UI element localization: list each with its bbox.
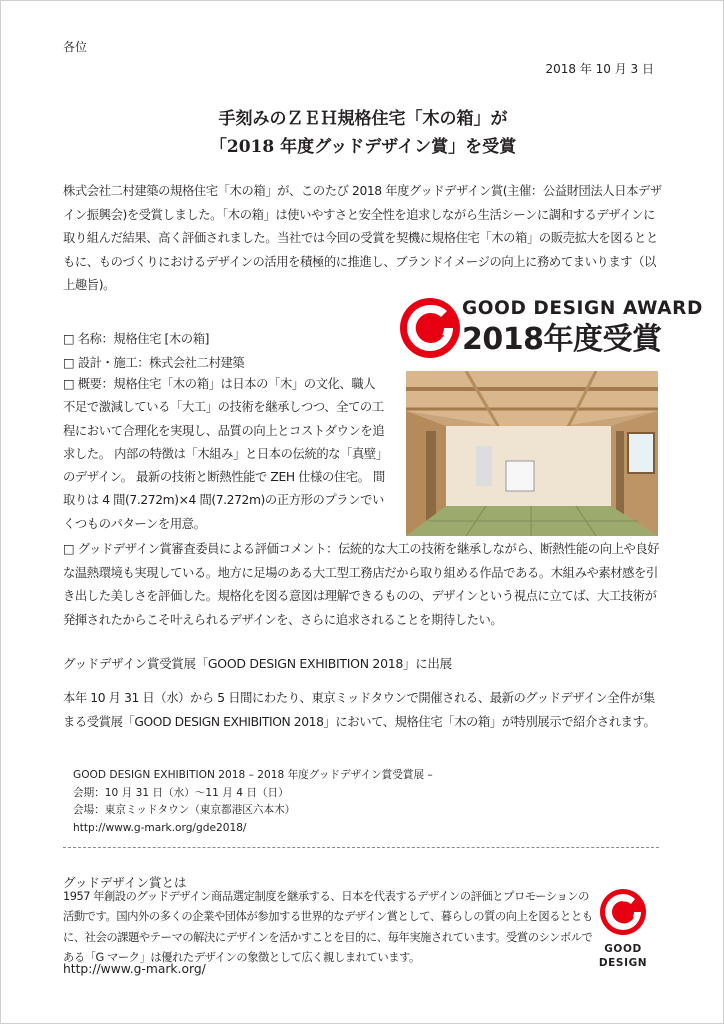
g-mark-label-design: DESIGN xyxy=(598,957,648,969)
event-details xyxy=(73,767,433,837)
about-heading: グッドデザイン賞とは xyxy=(63,875,187,890)
event-venue: 会場：東京ミッドタウン（東京都港区六本木） xyxy=(73,804,296,816)
about-url[interactable]: http://www.g-mark.org/ xyxy=(63,962,206,976)
award-year-label: 2018年度受賞 xyxy=(462,322,662,357)
exhibition-heading: グッドデザイン賞受賞展「GOOD DESIGN EXHIBITION 2018」に出展 xyxy=(63,656,452,671)
spec-builder: □ 設計・施工：株式会社二村建築 xyxy=(63,356,245,370)
title-line-1: 手刻みのＺＥＨ規格住宅「木の箱」が xyxy=(218,109,508,129)
event-period: 会期：10 月 31 日（水）～11 月 4 日（日） xyxy=(73,786,289,799)
award-title: GOOD DESIGN AWARD xyxy=(462,298,703,319)
exhibition-body: 本年 10 月 31 日（水）から 5 日間にわたり、東京ミッドタウンで開催される、最新のグッドデザイン全件が集まる受賞展「GOOD DESIGN EXHIBITION 2018」において、規格住宅「木の箱」が特別展示で紹介されます。 xyxy=(63,691,656,729)
house-interior-photo xyxy=(406,371,658,536)
title-line-2: 「2018 年度グッドデザイン賞」を受賞 xyxy=(209,137,517,157)
intro-paragraph: 株式会社二村建築の規格住宅「木の箱」が、このたび 2018 年度グッドデザイン賞(主催：公益財団法人日本デザイン振興会)を受賞しました。「木の箱」は使いやすさと安全性を追求しながら生活シーンに調和するデザインに取り組んだ結果、高く評価されました。当社では今回の受賞を契機に規格住宅「木の箱」の販売拡大を図るとともに、ものづくりにおけるデザインの活用を積極的に推進し、ブランドイメージの向上に務めてまいります（以上趣旨)。 xyxy=(63,184,662,292)
release-date: 2018 年 10 月 3 日 xyxy=(545,62,654,76)
g-mark-logo xyxy=(590,887,656,937)
g-mark-label-good: GOOD xyxy=(604,943,642,955)
section-divider xyxy=(63,847,659,848)
event-title: GOOD DESIGN EXHIBITION 2018 – 2018 年度グッドデザイン賞受賞展 – xyxy=(73,769,433,781)
spec-overview: □ 概要：規格住宅「木の箱」は日本の「木」の文化、職人不足で激減している「大工」の技術を継承しつつ、全ての工程において合理化を実現し、品質の向上とコストダウンを追求した。 内部の特徴は「木組み」と日本の伝統的な「真壁」のデザイン。 最新の技術と断熱性能で ZEH 仕様の住宅。 間取りは 4 間(7.272m)×4 間(7.272m)の正方形のプランでいくつものパターンを用意。 xyxy=(63,377,385,531)
jury-comment: □ グッドデザイン賞審査委員による評価コメント：伝統的な大工の技術を継承しながら、断熱性能の向上や良好な温熱環境も実現している。地方に足場のある大工型工務店だから取り組める作品である。木組みや素材感を引き出した美しさを評価した。規格化を図る意図は理解できるものの、デザインという視点に立てば、大工技術が発揮されたからこそ叶えられるデザインを、さらに追求されることを期待したい。 xyxy=(63,542,660,627)
event-url[interactable]: http://www.g-mark.org/gde2018/ xyxy=(73,821,247,834)
spec-name: □ 名称：規格住宅 [木の箱] xyxy=(63,332,210,346)
about-body: 1957 年創設のグッドデザイン商品選定制度を継承する、日本を代表するデザインの評価とプロモーションの活動です。国内外の多くの企業や団体が参加する世界的なデザイン賞として、暮らしの質の向上を図るとともに、社会の課題やテーマの解決にデザインを活かすことを目的に、毎年実施されています。受賞のシンボルである「G マーク」は優れたデザインの象徴として広く親しまれています。 xyxy=(63,890,593,965)
addressee: 各位 xyxy=(63,40,88,54)
